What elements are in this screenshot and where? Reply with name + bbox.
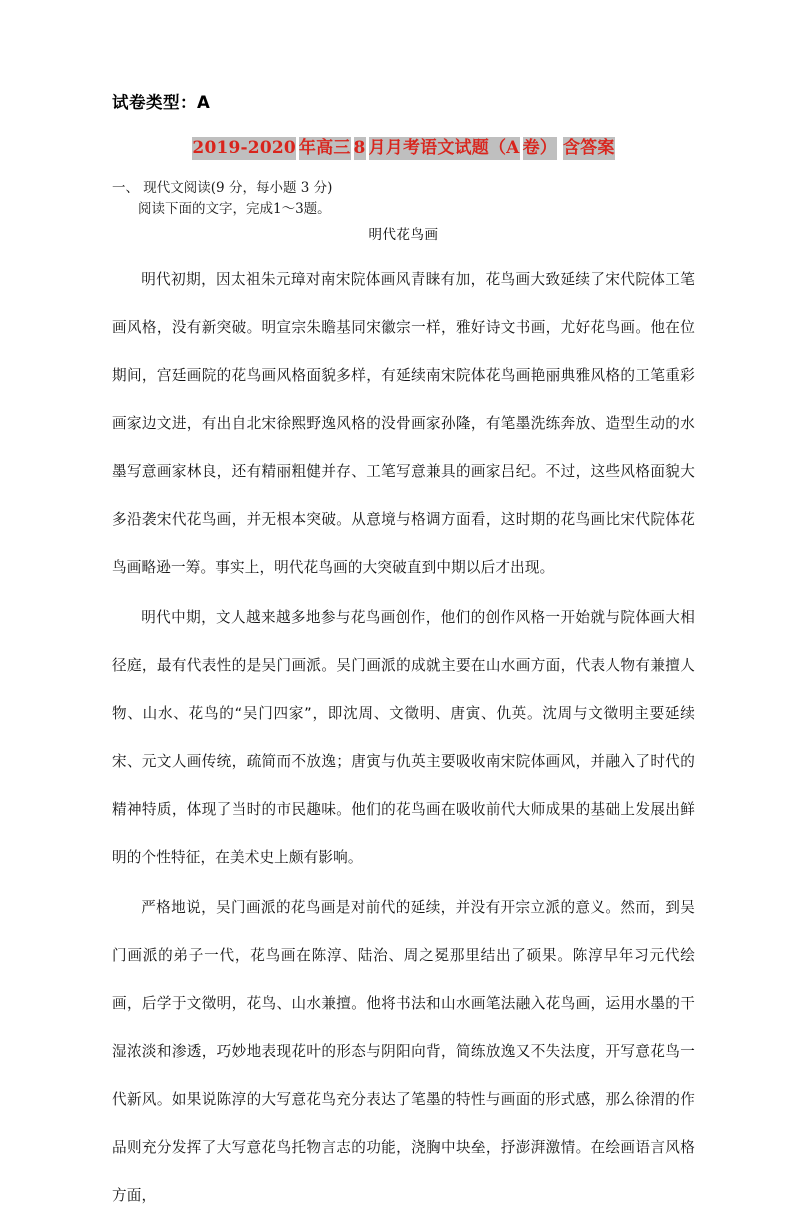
title-segment-3: 8: [353, 138, 366, 158]
section-block: [112, 178, 695, 220]
article-paragraph: 明代初期，因太祖朱元璋对南宋院体画风青睐有加，花鸟画大致延续了宋代院体工笔画风格，没有新突破。明宣宗朱瞻基同宋徽宗一样，雅好诗文书画，尤好花鸟画。他在位期间，宫廷画院的花鸟画风格面貌多样，有延续南宋院体花鸟画艳丽典雅风格的工笔重彩画家边文进，有出自北宋徐熙野逸风格的没骨画家孙隆，有笔墨洗练奔放、造型生动的水墨写意画家林良，还有精丽粗健并存、工笔写意兼具的画家吕纪。不过，这些风格面貌大多沿袭宋代花鸟画，并无根本突破。从意境与格调方面看，这时期的花鸟画比宋代院体花鸟画略逊一筹。事实上，明代花鸟画的大突破直到中期以后才出现。: [112, 271, 695, 576]
title-segment-6: 含答案: [562, 138, 615, 158]
article-paragraph: 严格地说，吴门画派的花鸟画是对前代的延续，并没有开宗立派的意义。然而，到吴门画派的弟子一代，花鸟画在陈淳、陆治、周之冕那里结出了硕果。陈淳早年习元代绘画，后学于文徵明，花鸟、山水兼擅。他将书法和山水画笔法融入花鸟画，运用水墨的干湿浓淡和渗透，巧妙地表现花叶的形态与阴阳向背，简练放逸又不失法度，开写意花鸟一代新风。如果说陈淳的大写意花鸟充分表达了笔墨的特性与画面的形式感，那么徐渭的作品则充分发挥了大写意花鸟托物言志的功能，浇胸中块垒，抒澎湃激情。在绘画语言风格方面，: [112, 899, 695, 1204]
article-paragraph: 明代中期，文人越来越多地参与花鸟画创作，他们的创作风格一开始就与院体画大相径庭，最有代表性的是吴门画派。吴门画派的成就主要在山水画方面，代表人物有兼擅人物、山水、花鸟的“吴门四家”，即沈周、文徵明、唐寅、仇英。沈周与文徵明主要延续宋、元文人画传统，疏简而不放逸；唐寅与仇英主要吸收南宋院体画风，并融入了时代的精神特质，体现了当时的市民趣味。他们的花鸟画在吸收前代大师成果的基础上发展出鲜明的个性特征，在美术史上颇有影响。: [112, 609, 695, 866]
article-heading: 明代花鸟画: [368, 227, 439, 243]
exam-type-label: 试卷类型：A: [112, 93, 211, 112]
document-title: [112, 136, 695, 160]
title-segment-2: 年高三: [298, 138, 351, 158]
title-segment-1: 2019-2020: [192, 138, 296, 158]
section-heading: 一、 现代文阅读(9 分，每小题 3 分): [112, 180, 333, 196]
title-segment-5: 卷）: [522, 138, 557, 158]
title-segment-4: 月月考语文试题（A: [368, 138, 520, 158]
section-instruction: 阅读下面的文字，完成1～3题。: [138, 201, 331, 217]
